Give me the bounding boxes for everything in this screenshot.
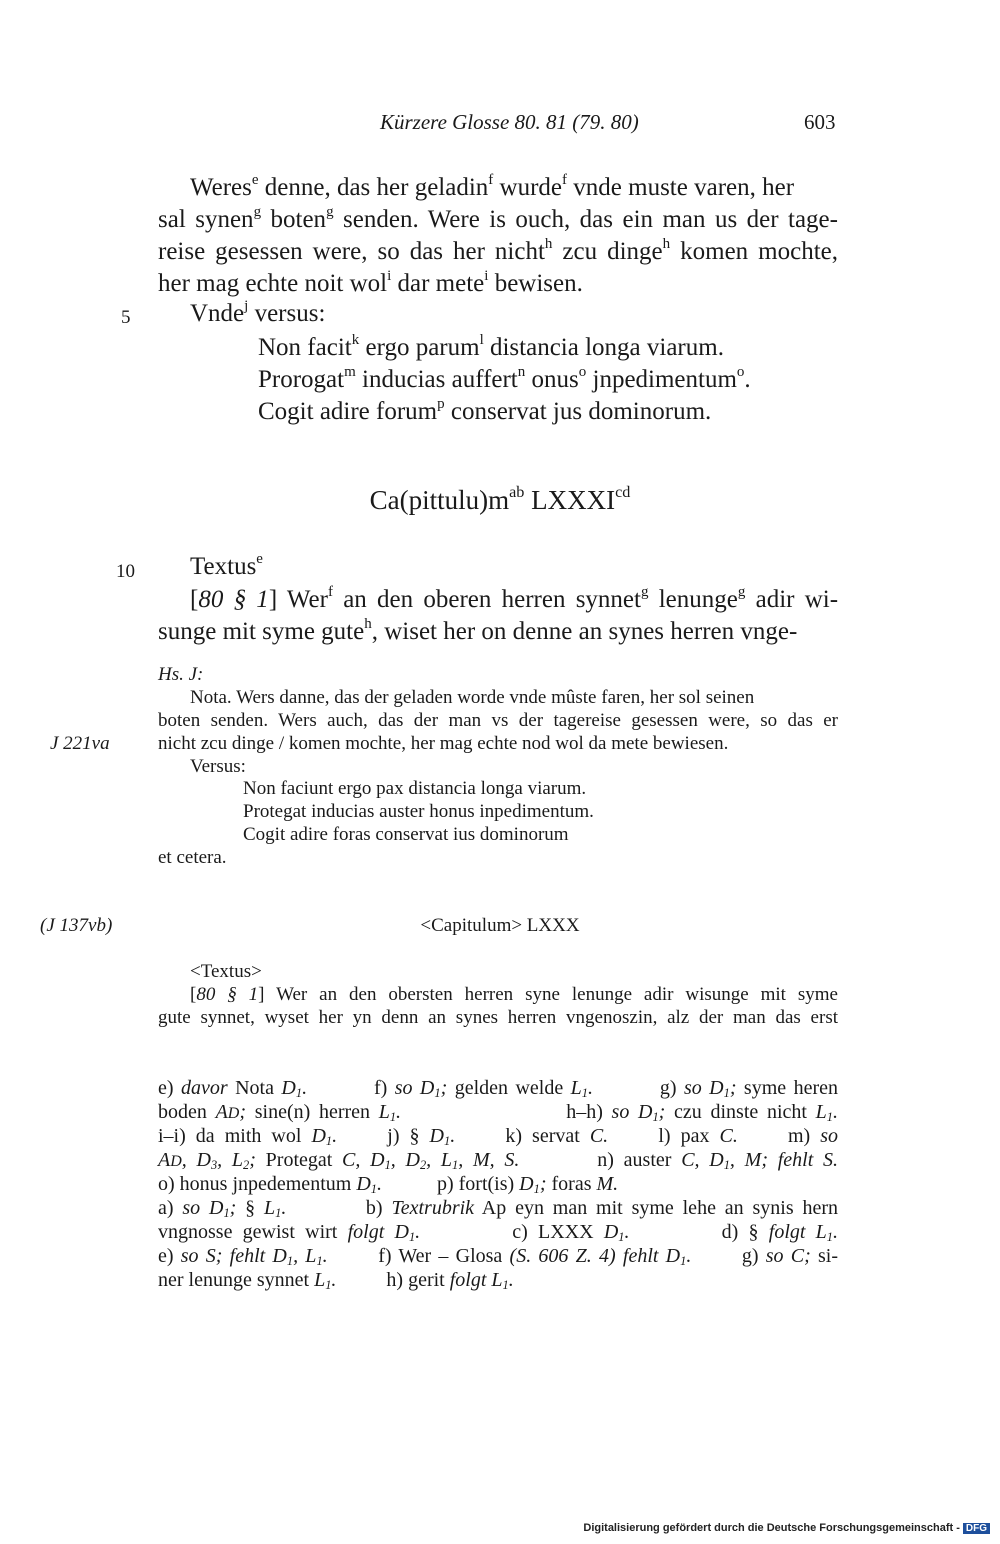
gloss-line: her mag echte noit wol$^i$ dar mete$^i$ bewisen.: [158, 267, 583, 297]
verse-line: Non faciunt ergo pax distancia longa viarum.: [243, 778, 587, 799]
gloss-line: Weres$^e$ denne, das her geladin$^f$ wurde$^f$ vnde muste varen, her: [190, 171, 795, 201]
gloss-line: reise gesessen were, so das her nicht$^h$ zcu dinge$^h$ komen mochte,: [158, 235, 838, 265]
textus-label: Textus$^e$: [190, 550, 263, 580]
credit-text: Digitalisierung gefördert durch die Deutsche Forschungsgemeinschaft -: [583, 1522, 960, 1534]
folio-marker: (J 137vb): [40, 915, 113, 936]
manuscript-label: Hs. J:: [158, 664, 204, 685]
verse-line: Non facit$^k$ ergo parum$^l$ distancia longa viarum.: [258, 331, 724, 361]
chapter-heading: $Ca(pittulu)m^{ab}$ $LXXXI^{cd}$: [369, 482, 631, 515]
footnote-line: e) so S; fehlt $D_1$, $L_1$. f) Wer – Glosa (S. 606 Z. 4) fehlt $D_1$. g) so C; si-: [158, 1245, 839, 1269]
footnote-line: vngnosse gewist wirt folgt $D_1$. c) LXXX $D_1$. d) § folgt $L_1$.: [158, 1221, 838, 1245]
dfg-logo: DFG: [963, 1523, 990, 1534]
text-line: gute synnet, wyset her yn denn an synes herren vngenoszin, alz der man das erst: [158, 1007, 838, 1028]
folio-marker: J 221va: [50, 733, 110, 754]
footnote-line: i–i) da mith wol $D_1$. j) § $D_1$. k) servat C. l) pax C. m) so: [158, 1125, 839, 1149]
text-line: sunge mit syme gute$^h$, wiset her on denne an synes herren vnge-: [158, 615, 798, 645]
gloss-line: sal synen$^g$ boten$^g$ senden. Were is ouch, das ein man us der tage-: [158, 203, 838, 233]
nota-line: boten senden. Wers auch, das der man vs der tagereise gesessen were, so das er: [158, 710, 838, 731]
footnote-line: e) davor Nota $D_1$. f) so $D_1$; gelden welde $L_1$. g) so $D_1$; syme heren: [158, 1077, 838, 1101]
nota-line: nicht zcu dinge / komen mochte, her mag echte nod wol da mete bewiesen.: [158, 733, 729, 754]
footnote-line: ner lenunge synnet $L_1$. h) gerit folgt $L_1$.: [158, 1269, 514, 1293]
capitulum-heading: <Capitulum> LXXX: [420, 915, 580, 936]
textus-label: <Textus>: [190, 961, 262, 982]
verse-line: Cogit adire foras conservat ius dominorum: [243, 824, 569, 845]
line-number: 5: [121, 307, 131, 328]
text-line: [80 § 1] Wer an den obersten herren syne lenunge adir wisunge mit syme: [190, 984, 838, 1005]
verse-line: Protegat inducias auster honus inpedimentum.: [243, 801, 594, 822]
page-number: 603: [804, 110, 836, 134]
footnote-line: a) so $D_1$; § $L_1$. b) Textrubrik Ap eyn man mit syme lehe an synis hern: [158, 1197, 839, 1221]
et-cetera: et cetera.: [158, 847, 227, 868]
dfg-credit: [583, 1522, 990, 1534]
running-title: Kürzere Glosse 80. 81 (79. 80): [380, 110, 639, 134]
footnote-line: AD, $D_3$, $L_2$; Protegat C, $D_1$, $D_2$, $L_1$, M, S. n) auster C, $D_1$, M; fehlt S.: [158, 1149, 839, 1173]
gloss-line: Vnde$^j$ versus:: [190, 297, 326, 327]
nota-line: Nota. Wers danne, das der geladen worde vnde mûste faren, her sol seinen: [190, 687, 755, 708]
footnote-line: o) honus jnpedementum $D_1$. p) fort(is) $D_1$; foras M.: [158, 1173, 619, 1197]
footnote-line: boden AD; sine(n) herren $L_1$. h–h) so $D_1$; czu dinste nicht $L_1$.: [158, 1101, 838, 1125]
verse-line: Cogit adire forum$^p$ conservat jus dominorum.: [258, 395, 712, 425]
line-number: 10: [116, 561, 135, 582]
verse-line: Prorogat$^m$ inducias auffert$^n$ onus$^o$ jnpedimentum$^o$.: [258, 363, 751, 393]
text-line: [80 § 1] Wer$^f$ an den oberen herren synnet$^g$ lenunge$^g$ adir wi-: [190, 583, 839, 613]
versus-label: Versus:: [190, 756, 246, 777]
